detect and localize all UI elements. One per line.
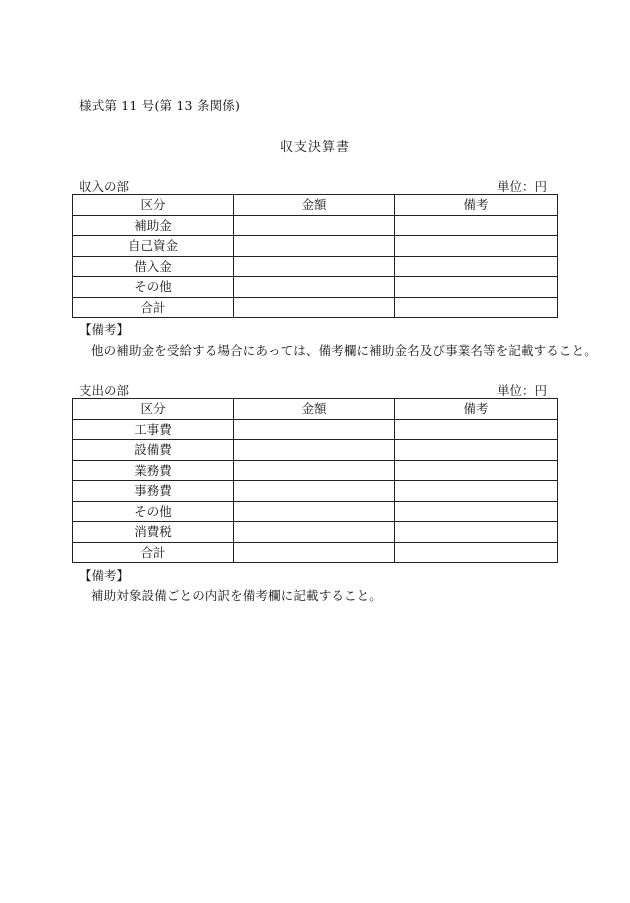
- income-remarks-cell: [395, 297, 558, 318]
- expense-amount-cell: [234, 501, 395, 522]
- expense-amount-cell: [234, 440, 395, 461]
- income-table: [72, 194, 558, 318]
- income-remarks-cell: [395, 256, 558, 277]
- expense-amount-cell: [234, 542, 395, 563]
- table-row: [73, 419, 558, 440]
- expense-row-category: その他: [73, 501, 234, 522]
- expense-table: [72, 398, 558, 563]
- expense-row-category: 消費税: [73, 522, 234, 543]
- expense-amount-cell: [234, 419, 395, 440]
- document-title: 収支決算書: [279, 140, 350, 155]
- expense-header-remarks: 備考: [395, 399, 558, 420]
- expense-remarks-cell: [395, 460, 558, 481]
- expense-row-category: 設備費: [73, 440, 234, 461]
- expense-remark-text: 補助対象設備ごとの内訳を備考欄に記載すること。: [91, 588, 382, 603]
- income-row-category: その他: [73, 277, 234, 298]
- expense-remark-heading: 【備考】: [79, 568, 130, 583]
- income-row-category: 合計: [73, 297, 234, 318]
- income-row-category: 自己資金: [73, 236, 234, 257]
- table-row: [73, 522, 558, 543]
- income-remarks-cell: [395, 215, 558, 236]
- income-remarks-cell: [395, 277, 558, 298]
- table-row: [73, 460, 558, 481]
- income-header-remarks: 備考: [395, 195, 558, 216]
- income-amount-cell: [234, 215, 395, 236]
- table-row: [73, 215, 558, 236]
- expense-unit-label: 単位：円: [496, 383, 547, 398]
- expense-remarks-cell: [395, 501, 558, 522]
- income-header-amount: 金額: [234, 195, 395, 216]
- income-header-category: 区分: [73, 195, 234, 216]
- expense-remarks-cell: [395, 542, 558, 563]
- table-row: [73, 542, 558, 563]
- income-amount-cell: [234, 256, 395, 277]
- table-row: [73, 236, 558, 257]
- expense-row-category: 合計: [73, 542, 234, 563]
- table-row: [73, 440, 558, 461]
- table-row: [73, 277, 558, 298]
- income-section-label: 収入の部: [79, 179, 130, 194]
- table-row: [73, 481, 558, 502]
- table-row: [73, 501, 558, 522]
- expense-amount-cell: [234, 481, 395, 502]
- form-number: 様式第 11 号(第 13 条関係): [79, 98, 241, 113]
- expense-header-row: [73, 399, 558, 420]
- expense-row-category: 業務費: [73, 460, 234, 481]
- income-unit-label: 単位：円: [496, 179, 547, 194]
- income-amount-cell: [234, 297, 395, 318]
- table-row: [73, 297, 558, 318]
- income-remark-heading: 【備考】: [79, 322, 130, 337]
- expense-remarks-cell: [395, 522, 558, 543]
- expense-remarks-cell: [395, 440, 558, 461]
- income-remarks-cell: [395, 236, 558, 257]
- expense-section-label: 支出の部: [79, 383, 130, 398]
- income-row-category: 補助金: [73, 215, 234, 236]
- table-row: [73, 256, 558, 277]
- expense-row-category: 事務費: [73, 481, 234, 502]
- expense-row-category: 工事費: [73, 419, 234, 440]
- income-remark-text: 他の補助金を受給する場合にあっては、備考欄に補助金名及び事業名等を記載すること。: [91, 343, 597, 358]
- expense-remarks-cell: [395, 419, 558, 440]
- expense-amount-cell: [234, 460, 395, 481]
- income-amount-cell: [234, 236, 395, 257]
- income-row-category: 借入金: [73, 256, 234, 277]
- income-header-row: [73, 195, 558, 216]
- expense-header-amount: 金額: [234, 399, 395, 420]
- income-amount-cell: [234, 277, 395, 298]
- expense-amount-cell: [234, 522, 395, 543]
- expense-header-category: 区分: [73, 399, 234, 420]
- expense-remarks-cell: [395, 481, 558, 502]
